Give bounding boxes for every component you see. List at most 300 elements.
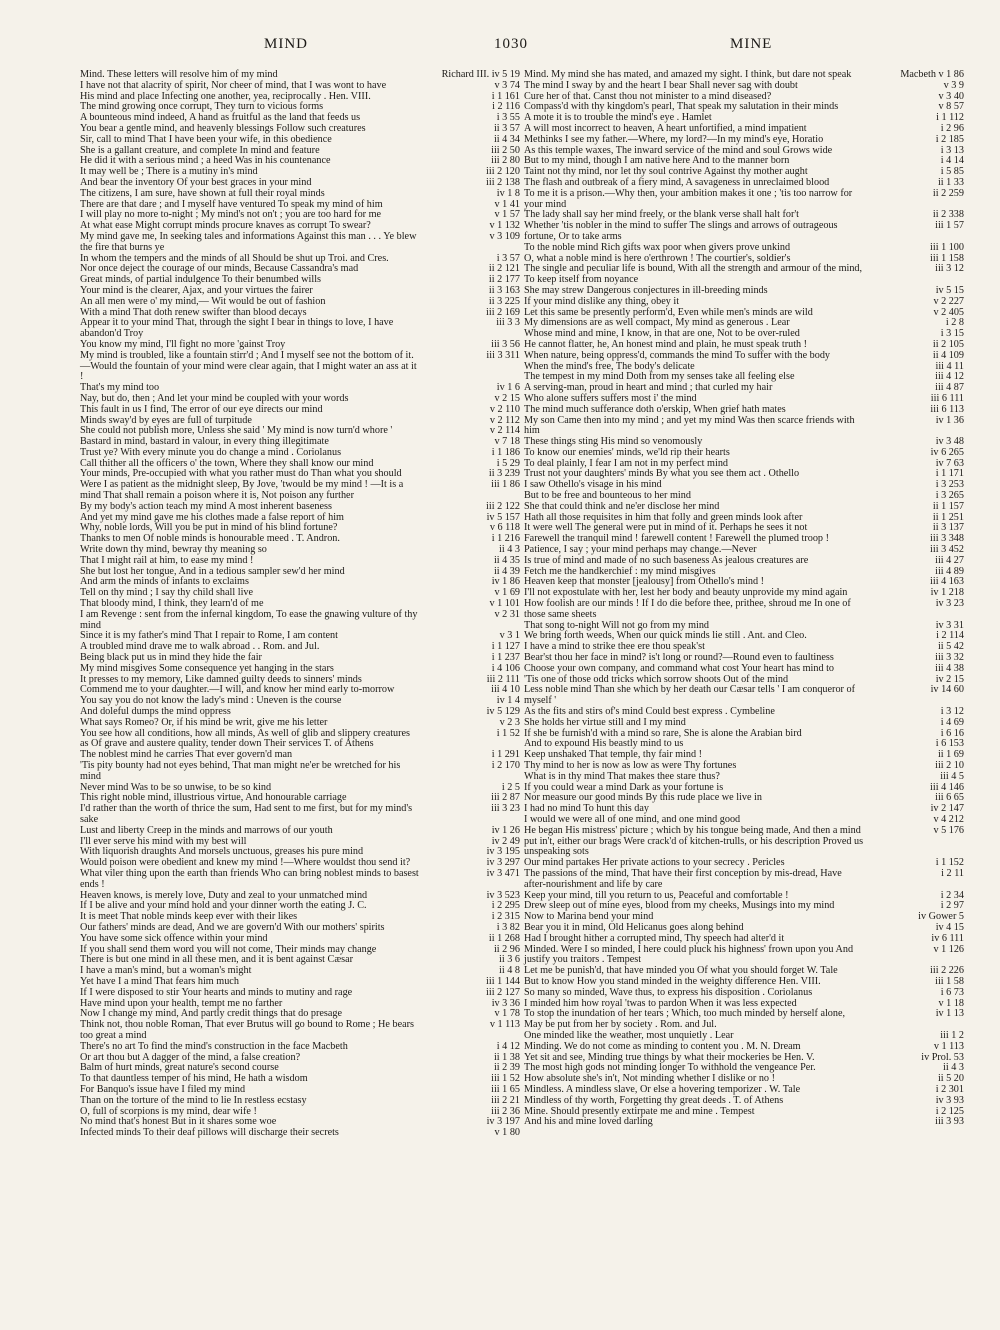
quotation-text: Minds sway'd by eyes are full of turpitude <box>80 414 252 426</box>
citation-reference: iv 5 129 <box>486 706 520 718</box>
quotation-text: How absolute she's in't, Not minding whether I dislike or no ! <box>524 1073 775 1085</box>
citation-reference: iv 3 197 <box>486 1116 520 1128</box>
quotation-text: If your mind dislike any thing, obey it <box>524 295 680 307</box>
quotation-text: An all men were o' my mind,— Wit would be out of fashion <box>80 295 326 307</box>
citation-reference: iv 1 26 <box>491 824 520 836</box>
quotation-text: My mind is troubled, like a fountain stirr'd ; And I myself see not the bottom of it.—Would the fountain of your mind were clear again, that I might water an ass at it ! <box>80 349 417 383</box>
citation-reference: ii 4 109 <box>932 349 964 361</box>
citation-reference: iv 2 49 <box>491 835 520 847</box>
citation-reference: v 1 69 <box>494 587 520 599</box>
quotation-text: You say you do not know the lady's mind : Uneven is the course <box>80 695 342 707</box>
quotation-text: We bring forth weeds, When our quick minds lie still . Ant. and Cleo. <box>524 630 807 642</box>
citation-reference: iv 2 147 <box>930 803 964 815</box>
citation-reference: iv 3 48 <box>935 436 964 448</box>
citation-reference: ii 3 57 <box>493 122 520 134</box>
citation-reference: i 2 301 <box>935 1083 964 1095</box>
citation-reference: ii 3 225 <box>488 295 520 307</box>
quotation-text: Yet have I a mind That fears him much <box>80 975 239 987</box>
quotation-text: My son Came then into my mind ; and yet my mind Was then scarce friends with him <box>524 414 855 437</box>
quotation-text: Tell on thy mind ; I say thy child shall live <box>80 587 254 599</box>
citation-reference: iii 4 87 <box>935 382 964 394</box>
quotation-text: Were I as patient as the midnight sleep, By Jove, 'twould be my mind ! —It is a mind That shall remain a poison where it is, Not poison any further <box>80 479 404 502</box>
citation-reference: ii 1 33 <box>937 176 964 188</box>
citation-reference: ii 2 177 <box>488 274 520 286</box>
concordance-entry <box>524 1009 964 1031</box>
citation-reference: i 2 114 <box>936 630 964 642</box>
quotation-text: At what ease Might corrupt minds procure knaves as corrupt To swear? <box>80 220 371 232</box>
citation-reference: v 1 132 <box>489 220 520 232</box>
quotation-text: Your minds, Pre-occupied with what you rather must do Than what you should <box>80 468 402 480</box>
quotation-text: Farewell the tranquil mind ! farewell content ! Farewell the plumed troop ! <box>524 533 829 545</box>
quotation-text: Why, noble lords, Will you be put in mind of his blind fortune? <box>80 522 338 534</box>
citation-reference: iii 4 12 <box>935 371 964 383</box>
quotation-text: That song to-night Will not go from my mind <box>524 619 710 631</box>
quotation-text: What is in thy mind That makes thee stare thus? <box>524 770 720 782</box>
concordance-entry <box>80 1128 520 1139</box>
citation-reference: i 1 127 <box>491 641 520 653</box>
quotation-text: A will most incorrect to heaven, A heart unfortified, a mind impatient <box>524 122 807 134</box>
quotation-text: Bear'st thou her face in mind? is't long or round?—Round even to faultiness <box>524 652 834 664</box>
quotation-text: 'Tis one of those odd tricks which sorrow shoots Out of the mind <box>524 673 789 685</box>
quotation-text: If you could wear a mind Dark as your fortune is <box>524 781 724 793</box>
citation-reference: i 2 11 <box>941 867 964 879</box>
citation-reference: v 1 126 <box>933 943 964 955</box>
citation-reference: i 4 106 <box>491 662 520 674</box>
citation-reference: i 5 85 <box>940 166 964 178</box>
quotation-text: If I be alive and your mind hold and your dinner worth the eating J. C. <box>80 900 367 912</box>
quotation-text: Had I brought hither a corrupted mind, Thy speech had alter'd it <box>524 932 785 944</box>
citation-reference: i 1 52 <box>496 727 520 739</box>
citation-reference: v 1 80 <box>494 1127 520 1139</box>
quotation-text: And bear the inventory Of your best graces in your mind <box>80 176 312 188</box>
citation-reference: ii 3 137 <box>932 522 964 534</box>
citation-reference: iv 3 31 <box>935 619 964 631</box>
citation-reference: ii 4 39 <box>493 565 520 577</box>
quotation-text: The mind much sufferance doth o'erskip, When grief hath mates <box>524 403 786 415</box>
quotation-text: I would we were all of one mind, and one mind good <box>524 813 741 825</box>
citation-reference: i 3 13 <box>940 144 964 156</box>
quotation-text: Compass'd with thy kingdom's pearl, That speak my salutation in their minds <box>524 101 839 113</box>
citation-reference: ii 1 157 <box>932 500 964 512</box>
quotation-text: My mind gave me, In seeking tales and informations Against this man . . . Ye blew the fire that burns ye <box>80 230 417 253</box>
citation-reference: iv 5 15 <box>935 284 964 296</box>
citation-reference: v 1 18 <box>938 997 964 1009</box>
quotation-text: He cannot flatter, he, An honest mind and plain, he must speak truth ! <box>524 338 808 350</box>
quotation-text: This right noble mind, illustrious virtue, And honourable carriage <box>80 792 347 804</box>
concordance-entry <box>524 264 964 286</box>
quotation-text: Lust and liberty Creep in the minds and marrows of our youth <box>80 824 333 836</box>
concordance-entry <box>80 869 520 891</box>
quotation-text: My mind misgives Some consequence yet hanging in the stars <box>80 662 334 674</box>
quotation-text: There's no art To find the mind's construction in the face Macbeth <box>80 1040 348 1052</box>
quotation-text: The passions of the mind, That have their first conception by mis-dread, Have after-nourishment and life by care <box>524 867 842 890</box>
citation-reference: i 5 29 <box>496 457 520 469</box>
quotation-text: The lady shall say her mind freely, or the blank verse shall halt for't <box>524 209 800 221</box>
citation-reference: iii 2 50 <box>491 144 520 156</box>
quotation-text: He began His mistress' picture ; which by his tongue being made, And then a mind put in't, either our brags Were crack'd of kitchen-trulls, or his description Proved us unspeaking sots <box>524 824 864 858</box>
quotation-text: Whether 'tis nobler in the mind to suffer The slings and arrows of outrageous fortune, Or to take arms <box>524 220 838 242</box>
quotation-text: There are that dare ; and I myself have ventured To speak my mind of him <box>80 198 383 210</box>
concordance-entry <box>524 869 964 891</box>
citation-reference: iv 1 86 <box>491 576 520 588</box>
citation-reference: ii 3 6 <box>499 954 520 966</box>
quotation-text: Nor measure our good minds By this rude place we live in <box>524 792 762 804</box>
quotation-text: Minding. We do not come as minding to content you . M. N. Dream <box>524 1040 801 1052</box>
citation-reference: iii 2 36 <box>491 1105 520 1117</box>
citation-reference: i 1 161 <box>491 90 520 102</box>
quotation-text: The most high gods not minding longer To withhold the vengeance Per. <box>524 1062 816 1074</box>
citation-reference: iii 4 146 <box>930 781 964 793</box>
quotation-text: Or art thou but A dagger of the mind, a false creation? <box>80 1051 301 1063</box>
quotation-text: The mind I sway by and the heart I bear Shall never sag with doubt <box>524 79 798 91</box>
quotation-text: No mind that's honest But in it shares some woe <box>80 1116 277 1128</box>
quotation-text: I'll not expostulate with her, lest her body and beauty unprovide my mind again <box>524 587 848 599</box>
quotation-text: Would poison were obedient and knew my mind !—Where wouldst thou send it? <box>80 857 411 869</box>
citation-reference: i 2 5 <box>501 781 520 793</box>
citation-reference: ii 3 163 <box>488 284 520 296</box>
quotation-text: That I might rail at him, to ease my mind ! <box>80 554 254 566</box>
citation-reference: i 3 55 <box>496 112 520 124</box>
left-column <box>80 70 520 1139</box>
quotation-text: Infected minds To their deaf pillows will discharge their secrets <box>80 1127 339 1139</box>
quotation-text: Bear you it in mind, Old Helicanus goes along behind <box>524 921 744 933</box>
left-running-head: MIND <box>264 36 308 52</box>
quotation-text: Now I change my mind, And partly credit things that do presage <box>80 1008 342 1020</box>
citation-reference: i 4 69 <box>940 716 964 728</box>
quotation-text: Write down thy mind, bewray thy meaning so <box>80 544 267 556</box>
citation-reference: iv 3 195 <box>486 846 520 858</box>
citation-reference: ii 5 20 <box>937 1073 964 1085</box>
citation-reference: iv 1 8 <box>496 187 520 199</box>
quotation-text: Since it is my father's mind That I repair to Rome, I am content <box>80 630 338 642</box>
quotation-text: Never mind Was to be so unwise, to be so kind <box>80 781 272 793</box>
quotation-text: My dimensions are as well compact, My mind as generous . Lear <box>524 317 790 329</box>
citation-reference: iii 1 158 <box>930 252 964 264</box>
quotation-text: Whose mind and mine, I know, in that are one, Not to be over-ruled <box>524 328 800 340</box>
quotation-text: To that dauntless temper of his mind, He hath a wisdom <box>80 1073 308 1085</box>
citation-reference: iv 1 13 <box>935 1008 964 1020</box>
quotation-text: Trust ye? With every minute you do change a mind . Coriolanus <box>80 446 342 458</box>
citation-reference: iv 3 93 <box>935 1094 964 1106</box>
quotation-text: Thanks to men Of noble minds is honourable meed . T. Andron. <box>80 533 340 545</box>
quotation-text: And his and mine loved darling <box>524 1116 653 1128</box>
citation-reference: iii 4 163 <box>930 576 964 588</box>
quotation-text: He did it with a serious mind ; a heed Was in his countenance <box>80 155 331 167</box>
concordance-entry <box>524 826 964 858</box>
quotation-text: Call thither all the officers o' the town, Where they shall know our mind <box>80 457 374 469</box>
citation-reference: ii 1 251 <box>932 511 964 523</box>
citation-reference: ii 4 35 <box>493 554 520 566</box>
citation-reference: iv 3 297 <box>486 857 520 869</box>
citation-reference: iii 1 52 <box>491 1073 520 1085</box>
citation-reference: iii 4 27 <box>935 554 964 566</box>
citation-reference: i 2 96 <box>940 122 964 134</box>
quotation-text: Let this same be presently perform'd, Even while men's minds are wild <box>524 306 813 318</box>
citation-reference: iii 1 100 <box>930 241 964 253</box>
citation-reference: i 2 97 <box>940 900 964 912</box>
quotation-text: That's my mind too <box>80 382 160 394</box>
quotation-text: It were well The general were put in mind of it. Perhaps he sees it not <box>524 522 808 534</box>
quotation-text: Heaven keep that monster [jealousy] from Othello's mind ! <box>524 576 765 588</box>
quotation-text: Bastard in mind, bastard in valour, in every thing illegitimate <box>80 436 329 448</box>
quotation-text: O, what a noble mind is here o'erthrown ! The courtier's, soldier's <box>524 252 791 264</box>
quotation-text: She could not publish more, Unless she said ' My mind is now turn'd whore ' <box>80 425 393 437</box>
concordance-entry <box>80 1020 520 1042</box>
quotation-text: She is a gallant creature, and complete In mind and feature <box>80 144 320 156</box>
quotation-text: It presses to my memory, Like damned guilty deeds to sinners' minds <box>80 673 362 685</box>
quotation-text: As the fits and stirs of's mind Could best express . Cymbeline <box>524 706 775 718</box>
quotation-text: O, full of scorpions is my mind, dear wife ! <box>80 1105 257 1117</box>
concordance-entry <box>80 232 520 254</box>
citation-reference: i 1 152 <box>935 857 964 869</box>
quotation-text: Minded. Were I so minded, I here could pluck his highness' frown upon you And justify you traitors . Tempest <box>524 943 854 966</box>
citation-reference: ii 2 338 <box>932 209 964 221</box>
quotation-text: Keep unshaked That temple, thy fair mind ! <box>524 749 703 761</box>
quotation-text: A troubled mind drave me to walk abroad . . Rom. and Jul. <box>80 641 320 653</box>
citation-reference: ii 1 38 <box>493 1051 520 1063</box>
citation-reference: v 3 1 <box>499 630 520 642</box>
quotation-text: Choose your own company, and command what cost Your heart has mind to <box>524 662 835 674</box>
citation-reference: v 2 110 <box>489 403 520 415</box>
citation-reference: iii 1 65 <box>491 1083 520 1095</box>
citation-reference: ii 2 96 <box>493 943 520 955</box>
citation-reference: iv 5 157 <box>486 511 520 523</box>
citation-reference: Macbeth v 1 86 <box>900 69 964 80</box>
citation-reference: iii 1 58 <box>935 975 964 987</box>
citation-reference: i 6 16 <box>940 727 964 739</box>
quotation-text: Yet sit and see, Minding true things by what their mockeries be Hen. V. <box>524 1051 815 1063</box>
citation-reference: iii 6 113 <box>930 403 964 415</box>
citation-reference: iv Gower 5 <box>918 911 964 923</box>
citation-reference: iii 2 87 <box>491 792 520 804</box>
quotation-text: There is but one mind in all these men, and it is bent against Cæsar <box>80 954 354 966</box>
quotation-text: She that could think and ne'er disclose her mind <box>524 500 720 512</box>
quotation-text: Great minds, of partial indulgence To their benumbed wills <box>80 274 321 286</box>
citation-reference: iii 3 56 <box>491 338 520 350</box>
quotation-text: The citizens, I am sure, have shown at full their royal minds <box>80 187 325 199</box>
citation-reference: iii 2 120 <box>486 166 520 178</box>
citation-reference: iii 3 348 <box>930 533 964 545</box>
citation-reference: v 2 3 <box>499 716 520 728</box>
quotation-text: Appear it to your mind That, through the sight I bear in things to love, I have abandon'd Troy <box>80 317 394 340</box>
citation-reference: iv 1 6 <box>496 382 520 394</box>
quotation-text: You know my mind, I'll fight no more 'gainst Troy <box>80 338 286 350</box>
quotation-text: You have some sick offence within your mind <box>80 932 268 944</box>
citation-reference: i 2 315 <box>491 911 520 923</box>
quotation-text: Taint not thy mind, nor let thy soul contrive Against thy mother aught <box>524 166 808 178</box>
citation-reference: i 1 171 <box>935 468 964 480</box>
quotation-text: That bloody mind, I think, they learn'd of me <box>80 598 264 610</box>
quotation-text: When the mind's free, The body's delicate <box>524 360 695 372</box>
citation-reference: i 1 291 <box>491 749 520 761</box>
citation-reference: ii 4 8 <box>499 965 520 977</box>
citation-reference: iii 2 122 <box>486 500 520 512</box>
quotation-text: This fault in us I find, The error of our eye directs our mind <box>80 403 323 415</box>
citation-reference: iii 2 10 <box>935 760 964 771</box>
concordance-entry <box>524 945 964 967</box>
quotation-text: If she be furnish'd with a mind so rare, She is alone the Arabian bird <box>524 727 802 739</box>
quotation-text: By my body's action teach my mind A most inherent baseness <box>80 500 332 512</box>
citation-reference: iii 3 311 <box>486 349 520 361</box>
citation-reference: iii 3 12 <box>935 263 964 275</box>
concordance-entry <box>524 685 964 707</box>
citation-reference: iv 1 218 <box>930 587 964 599</box>
citation-reference: iii 2 226 <box>930 965 964 977</box>
quotation-text: Nor once deject the courage of our minds, Because Cassandra's mad <box>80 263 359 275</box>
quotation-text: Mindless of thy worth, Forgetting thy great deeds . T. of Athens <box>524 1094 784 1106</box>
quotation-text: And doleful dumps the mind oppress <box>80 706 231 718</box>
citation-reference: v 3 40 <box>938 90 964 102</box>
quotation-text: If I were disposed to stir Your hearts and minds to mutiny and rage <box>80 986 353 998</box>
quotation-text: What viler thing upon the earth than friends Who can bring noblest minds to basest ends ! <box>80 867 419 890</box>
quotation-text: Patience, I say ; your mind perhaps may change.—Never <box>524 544 757 556</box>
quotation-text: Being black put us in mind they hide the fair <box>80 652 262 664</box>
quotation-text: How foolish are our minds ! If I do die before thee, prithee, shroud me In one of those same sheets <box>524 598 851 620</box>
quotation-text: The tempest in my mind Doth from my senses take all feeling else <box>524 371 795 383</box>
quotation-text: A serving-man, proud in heart and mind ; that curled my hair <box>524 382 773 394</box>
citation-reference: i 2 8 <box>945 317 964 329</box>
citation-reference: iv 14 60 <box>930 684 964 696</box>
citation-reference: i 2 185 <box>935 133 964 145</box>
citation-reference: i 1 112 <box>936 112 964 124</box>
concordance-entry <box>80 761 520 783</box>
citation-reference: i 2 125 <box>935 1105 964 1117</box>
citation-reference: v 7 18 <box>494 436 520 448</box>
right-column <box>524 70 964 1128</box>
quotation-text: Nay, but do, then ; And let your mind be coupled with your words <box>80 392 349 404</box>
citation-reference: iii 4 10 <box>491 684 520 696</box>
citation-reference: i 2 34 <box>940 889 964 901</box>
quotation-text: Keep your mind, till you return to us, Peaceful and comfortable ! <box>524 889 789 901</box>
quotation-text: To the noble mind Rich gifts wax poor when givers prove unkind <box>524 241 791 253</box>
citation-reference: i 1 216 <box>491 533 520 545</box>
quotation-text: You bear a gentle mind, and heavenly blessings Follow such creatures <box>80 122 366 134</box>
citation-reference: i 3 15 <box>940 328 964 340</box>
quotation-text: With a mind That doth renew swifter than blood decays <box>80 306 307 318</box>
citation-reference: ii 5 42 <box>937 641 964 653</box>
quotation-text: Fetch me the handkerchief : my mind misgives <box>524 565 716 577</box>
quotation-text: The mind growing once corrupt, They turn to vicious forms <box>80 101 324 113</box>
citation-reference: iii 3 23 <box>491 803 520 815</box>
citation-reference: iii 2 21 <box>491 1094 520 1106</box>
citation-reference: iv 3 23 <box>935 598 964 610</box>
citation-reference: v 3 109 <box>489 230 520 242</box>
quotation-text: Drew sleep out of mine eyes, blood from my cheeks, Musings into my mind <box>524 900 835 912</box>
citation-reference: iv 1 36 <box>935 414 964 426</box>
citation-reference: iii 2 169 <box>486 306 520 318</box>
quotation-text: The single and peculiar life is bound, With all the strength and armour of the mind, To keep itself from noyance <box>524 263 863 286</box>
citation-reference: v 1 113 <box>933 1040 964 1052</box>
quotation-text: To stop the inundation of her tears ; Which, too much minded by herself alone, May be put from her by society . Rom. and Jul. <box>524 1008 846 1031</box>
citation-reference: v 2 405 <box>933 306 964 318</box>
quotation-text: For Banquo's issue have I filed my mind <box>80 1083 246 1095</box>
concordance-entry <box>80 351 520 383</box>
citation-reference: i 2 116 <box>492 101 520 113</box>
citation-reference: iv 3 36 <box>491 997 520 1009</box>
citation-reference: ii 1 268 <box>488 932 520 944</box>
citation-reference: iv 1 4 <box>496 695 520 707</box>
citation-reference: iv 7 63 <box>935 457 964 469</box>
citation-reference: ii 2 121 <box>488 263 520 275</box>
quotation-text: Thy mind to her is now as low as were Thy fortunes <box>524 760 737 771</box>
quotation-text: Hath all those requisites in him that folly and green minds look after <box>524 511 803 523</box>
citation-reference: iii 3 3 <box>496 317 520 329</box>
concordance-entry <box>80 318 520 340</box>
citation-reference: i 1 186 <box>491 446 520 458</box>
concordance-entry <box>80 610 520 632</box>
quotation-text: I have a mind to strike thee ere thou speak'st <box>524 641 705 653</box>
concordance-entry <box>524 416 964 438</box>
quotation-text: Than on the torture of the mind to lie In restless ecstasy <box>80 1094 307 1106</box>
citation-reference: v 2 227 <box>933 295 964 307</box>
quotation-text: One minded like the weather, most unquietly . Lear <box>524 1029 734 1041</box>
quotation-text: Trust not your daughters' minds By what you see them act . Othello <box>524 468 800 480</box>
quotation-text: Your mind is the clearer, Ajax, and your virtues the fairer <box>80 284 313 296</box>
citation-reference: iii 2 127 <box>486 986 520 998</box>
quotation-text: The noblest mind he carries That ever govern'd man <box>80 749 293 761</box>
concordance-entry <box>80 804 520 826</box>
citation-reference: ii 4 3 <box>943 1062 964 1074</box>
citation-reference: v 8 57 <box>938 101 964 113</box>
quotation-text: But to my mind, though I am native here And to the manner born <box>524 155 790 167</box>
citation-reference: iii 2 80 <box>491 155 520 167</box>
citation-reference: v 1 41 <box>494 198 520 210</box>
quotation-text: Is true of mind and made of no such baseness As jealous creatures are <box>524 554 809 566</box>
citation-reference: iii 6 65 <box>935 792 964 804</box>
quotation-text: Mind. These letters will resolve him of my mind <box>80 69 278 80</box>
concordance-entry <box>524 221 964 243</box>
citation-reference: v 1 57 <box>494 209 520 221</box>
quotation-text: To deal plainly, I fear I am not in my perfect mind <box>524 457 729 469</box>
quotation-text: It is meet That noble minds keep ever with their likes <box>80 911 298 923</box>
quotation-text: I will play no more to-night ; My mind's not on't ; you are too hard for me <box>80 209 382 221</box>
quotation-text: I minded him how royal 'twas to pardon When it was less expected <box>524 997 797 1009</box>
quotation-text: Have mind upon your health, tempt me no farther <box>80 997 283 1009</box>
quotation-text: 'Tis pity bounty had not eyes behind, That man might ne'er be wretched for his mind <box>80 760 401 782</box>
quotation-text: But to know How you stand minded in the weighty difference Hen. VIII. <box>524 975 821 987</box>
quotation-text: Think not, thou noble Roman, That ever Brutus will go bound to Rome ; He bears too great a mind <box>80 1019 414 1041</box>
citation-reference: iii 1 2 <box>940 1029 964 1041</box>
citation-reference: iii 1 86 <box>491 479 520 491</box>
quotation-text: Sir, call to mind That I have been your wife, in this obedience <box>80 133 332 145</box>
citation-reference: v 1 113 <box>489 1019 520 1031</box>
quotation-text: A mote it is to trouble the mind's eye . Hamlet <box>524 112 712 124</box>
citation-reference: i 6 73 <box>940 986 964 998</box>
right-running-head: MINE <box>730 36 773 52</box>
quotation-text: Cure her of that. Canst thou not minister to a mind diseased? <box>524 90 772 102</box>
citation-reference: iii 6 111 <box>930 392 964 404</box>
quotation-text: I'd rather than the worth of thrice the sum, Had sent to me first, but for my mind's sake <box>80 803 413 825</box>
citation-reference: iv 3 523 <box>486 889 520 901</box>
citation-reference: i 3 253 <box>935 479 964 491</box>
citation-reference: i 3 82 <box>496 921 520 933</box>
citation-reference: v 2 15 <box>494 392 520 404</box>
quotation-text: The flash and outbreak of a fiery mind, A savageness in unreclaimed blood <box>524 176 830 188</box>
citation-reference: v 3 74 <box>494 79 520 91</box>
citation-reference: iv 3 471 <box>486 867 520 879</box>
quotation-text: Balm of hurt minds, great nature's second course <box>80 1062 279 1074</box>
citation-reference: ii 2 39 <box>493 1062 520 1074</box>
quotation-text: She may strew Dangerous conjectures in ill-breeding minds <box>524 284 768 296</box>
citation-reference: ii 4 3 <box>499 544 520 556</box>
quotation-text: Mine. Should presently extirpate me and mine . Tempest <box>524 1105 755 1117</box>
citation-reference: i 3 265 <box>935 490 964 502</box>
citation-reference: iii 1 57 <box>935 220 964 232</box>
citation-reference: i 3 57 <box>496 252 520 264</box>
citation-reference: v 6 118 <box>489 522 520 534</box>
quotation-text: I am Revenge : sent from the infernal kingdom, To ease the gnawing vulture of thy mind <box>80 608 418 631</box>
quotation-text: Our fathers' minds are dead, And we are govern'd With our mothers' spirits <box>80 921 385 933</box>
